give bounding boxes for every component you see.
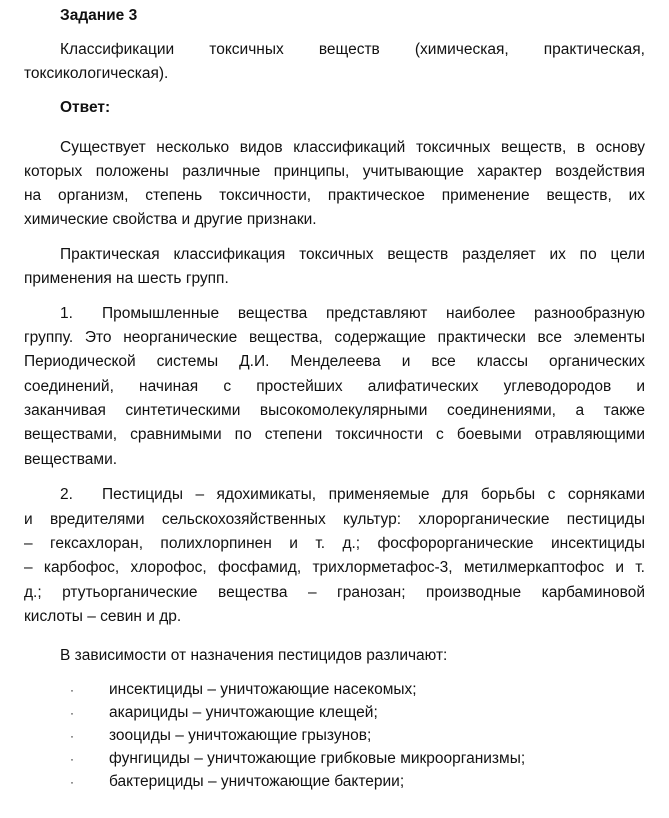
paragraph-line: химические свойства и другие признаки. [24, 211, 317, 228]
paragraph-line: Практическая классификация токсичных веществ разделяет их по цели [60, 246, 645, 263]
task-heading: Задание 3 [60, 7, 138, 24]
bullet-dot: · [70, 706, 74, 720]
bullet-item: фунгициды – уничтожающие грибковые микроорганизмы; [109, 750, 526, 767]
bullet-item: инсектициды – уничтожающие насекомых; [109, 681, 417, 698]
list-number: 2. [60, 486, 73, 503]
paragraph-line: Существует несколько видов классификаций токсичных веществ, в основу [60, 139, 645, 156]
list-item-first-line: Пестициды – ядохимикаты, применяемые для борьбы с сорняками [102, 486, 645, 503]
list-item-line: и вредителями сельскохозяйственных культур: хлорорганические пестициды [24, 511, 645, 528]
list-item-line: веществами. [24, 451, 118, 468]
bullet-dot: · [70, 752, 74, 766]
paragraph-line: В зависимости от назначения пестицидов различают: [60, 647, 448, 664]
task-text-line: Классификации токсичных веществ (химическая, практическая, [60, 41, 645, 58]
list-item-line: заканчивая синтетическими высокомолекулярными соединениями, а также [24, 402, 645, 419]
list-item-first-line: Промышленные вещества представляют наиболее разнообразную [102, 305, 645, 322]
bullet-item: бактерициды – уничтожающие бактерии; [109, 773, 405, 790]
task-text-line: токсикологическая). [24, 65, 169, 82]
list-item-line: Периодической системы Д.И. Менделеева и все классы органических [24, 353, 645, 370]
list-item-line: группу. Это неорганические вещества, содержащие практически все элементы [24, 329, 645, 346]
list-item-line: – карбофос, хлорофос, фосфамид, трихлорметафос-3, метилмеркаптофос и т. [24, 559, 645, 576]
bullet-item: акарициды – уничтожающие клещей; [109, 704, 378, 721]
list-item-line: веществами, сравнимыми по степени токсичности с боевыми отравляющими [24, 426, 645, 443]
list-item-line: д.; ртутьорганические вещества – гранозан; производные карбаминовой [24, 584, 645, 601]
paragraph-line: которых положены различные принципы, учитывающие характер воздействия [24, 163, 645, 180]
list-number: 1. [60, 305, 73, 322]
bullet-dot: · [70, 683, 74, 697]
bullet-item: зооциды – уничтожающие грызунов; [109, 727, 372, 744]
bullet-dot: · [70, 775, 74, 789]
bullet-dot: · [70, 729, 74, 743]
paragraph-line: применения на шесть групп. [24, 270, 229, 287]
paragraph-line: на организм, степень токсичности, практическое применение веществ, их [24, 187, 645, 204]
answer-heading: Ответ: [60, 99, 111, 116]
list-item-line: кислоты – севин и др. [24, 608, 182, 625]
list-item-line: – гексахлоран, полихлорпинен и т. д.; фосфорорганические инсектициды [24, 535, 645, 552]
list-item-line: соединений, начиная с простейших алифатических углеводородов и [24, 378, 645, 395]
